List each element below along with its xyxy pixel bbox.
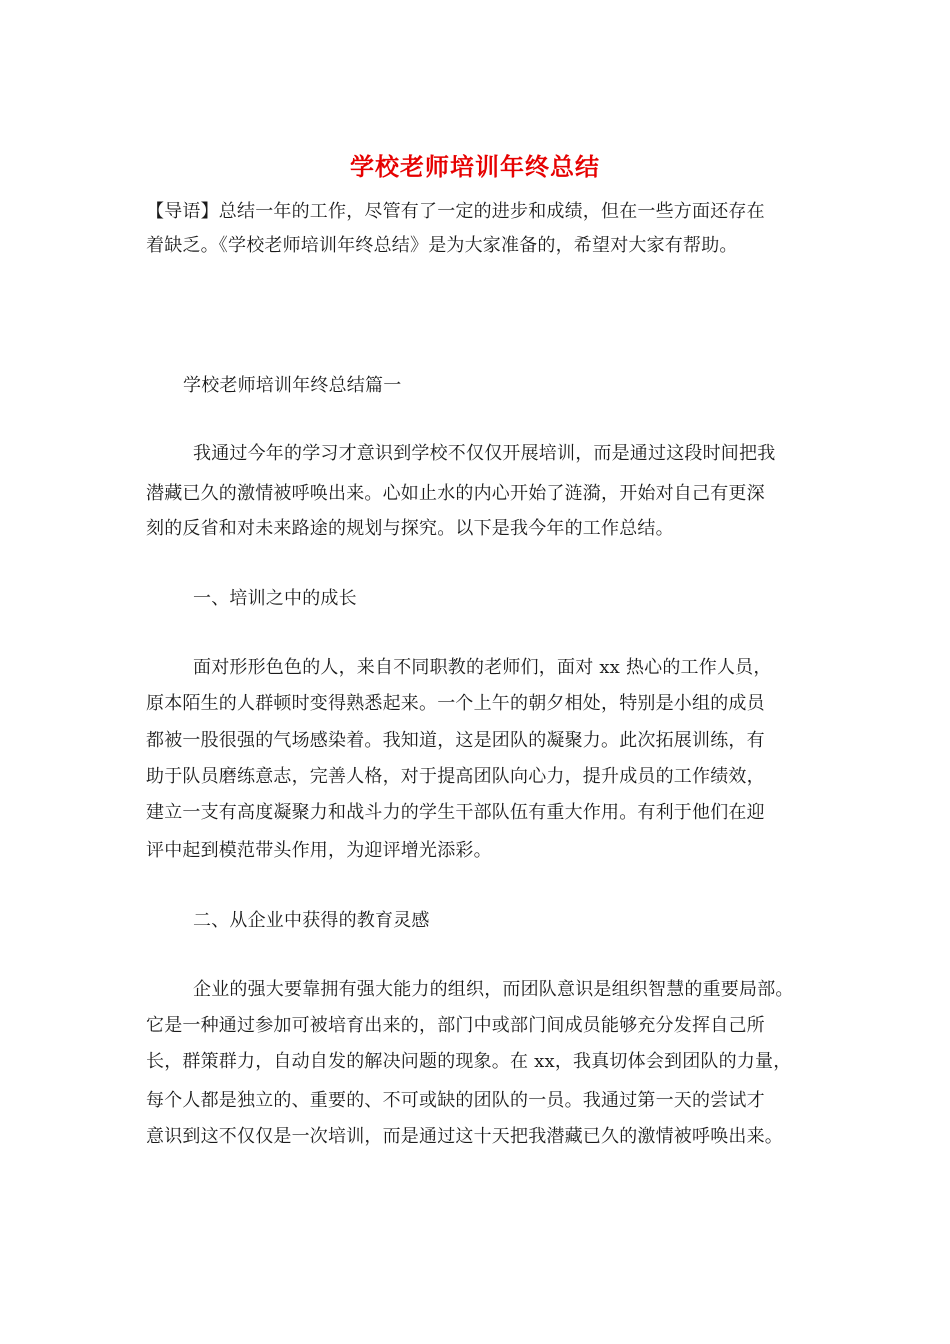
paragraph-line: 刻的反省和对未来路途的规划与探究。以下是我今年的工作总结。 [146,518,674,539]
paragraph-line: 它是一种通过参加可被培育出来的，部门中或部门间成员能够充分发挥自己所 [146,1015,765,1036]
paragraph-line: 助于队员磨练意志，完善人格，对于提高团队向心力，提升成员的工作绩效， [146,766,765,787]
paragraph-line: 原本陌生的人群顿时变得熟悉起来。一个上午的朝夕相处，特别是小组的成员 [146,693,765,714]
paragraph-line: 建立一支有高度凝聚力和战斗力的学生干部队伍有重大作用。有利于他们在迎 [146,802,765,823]
paragraph-line: 潜藏已久的激情被呼唤出来。心如止水的内心开始了涟漪，开始对自己有更深 [146,483,765,504]
lead-line: 着缺乏。《学校老师培训年终总结》是为大家准备的，希望对大家有帮助。 [146,235,738,256]
paragraph-line: 都被一股很强的气场感染着。我知道，这是团队的凝聚力。此次拓展训练，有 [146,730,765,751]
document-title: 学校老师培训年终总结 [350,152,600,181]
section-heading: 一、培训之中的成长 [193,588,357,609]
paragraph-line: 评中起到模范带头作用，为迎评增光添彩。 [146,840,492,861]
paragraph-line: 每个人都是独立的、重要的、不可或缺的团队的一员。我通过第一天的尝试才 [146,1090,765,1111]
paragraph-line: 意识到这不仅仅是一次培训，而是通过这十天把我潜藏已久的激情被呼唤出来。 [146,1126,783,1147]
paragraph-line: 企业的强大要靠拥有强大能力的组织，而团队意识是组织智慧的重要局部。 [193,979,794,1000]
section-title: 学校老师培训年终总结篇一 [183,375,402,396]
section-heading: 二、从企业中获得的教育灵感 [193,910,430,931]
paragraph-line: 我通过今年的学习才意识到学校不仅仅开展培训，而是通过这段时间把我 [193,443,776,464]
paragraph-line: 面对形形色色的人，来自不同职教的老师们，面对 xx 热心的工作人员， [193,657,772,678]
paragraph-line: 长，群策群力，自动自发的解决问题的现象。在 xx，我真切体会到团队的力量， [146,1051,792,1072]
lead-line: 【导语】总结一年的工作，尽管有了一定的进步和成绩，但在一些方面还存在 [146,201,765,222]
